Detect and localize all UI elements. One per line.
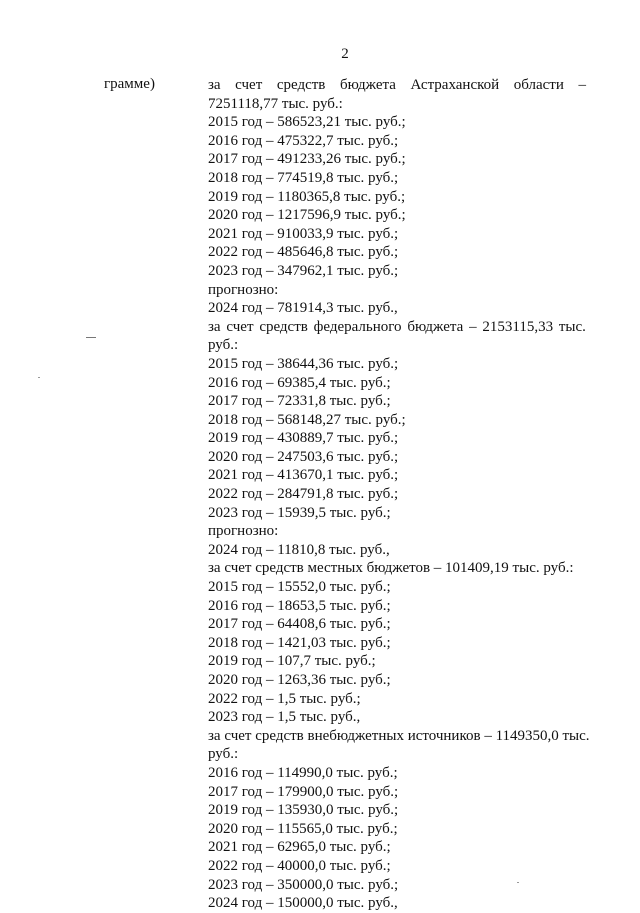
regional-year-line: 2016 год – 475322,7 тыс. руб.; — [208, 132, 399, 149]
federal-year-line: 2020 год – 247503,6 тыс. руб.; — [208, 448, 399, 465]
regional-year-line: 2023 год – 347962,1 тыс. руб.; — [208, 262, 399, 279]
regional-year-line: 2022 год – 485646,8 тыс. руб.; — [208, 244, 399, 261]
regional-year-line: 2021 год – 910033,9 тыс. руб.; — [208, 225, 399, 242]
regional-budget-total: 7251118,77 тыс. руб.: — [208, 95, 343, 112]
heading-word: бюджета — [339, 77, 396, 93]
scan-speck — [38, 377, 40, 378]
local-year-line: 2022 год – 1,5 тыс. руб.; — [208, 690, 361, 707]
extrabudget-year-line: 2022 год – 40000,0 тыс. руб.; — [208, 857, 391, 874]
heading-word: средств — [276, 77, 326, 93]
local-year-line: 2015 год – 15552,0 тыс. руб.; — [208, 579, 391, 596]
federal-budget-heading — [208, 318, 586, 337]
extrabudget-year-line: 2021 год – 62965,0 тыс. руб.; — [208, 839, 391, 856]
heading-word: – — [578, 77, 586, 93]
federal-year-line: 2021 год – 413670,1 тыс. руб.; — [208, 467, 399, 484]
federal-forecast-label: прогнозно: — [208, 523, 279, 540]
federal-year-line: 2019 год – 430889,7 тыс. руб.; — [208, 430, 399, 447]
heading-word: Астраханской — [410, 77, 500, 93]
federal-year-line: 2015 год – 38644,36 тыс. руб.; — [208, 355, 399, 372]
regional-year-line: 2018 год – 774519,8 тыс. руб.; — [208, 169, 399, 186]
extrabudget-year-line: 2019 год – 135930,0 тыс. руб.; — [208, 802, 399, 819]
extrabudget-heading: за счет средств внебюджетных источников – 1149350,0 тыс. — [208, 727, 590, 744]
regional-year-line: 2020 год – 1217596,9 тыс. руб.; — [208, 207, 406, 224]
heading-word: федерального — [313, 318, 402, 335]
local-year-line: 2016 год – 18653,5 тыс. руб.; — [208, 597, 391, 614]
heading-word: бюджета — [407, 318, 464, 335]
local-year-line: 2020 год – 1263,36 тыс. руб.; — [208, 672, 391, 688]
federal-forecast-line: 2024 год – 11810,8 тыс. руб., — [208, 541, 390, 558]
extrabudget-year-line: 2024 год – 150000,0 тыс. руб., — [208, 895, 398, 912]
regional-forecast-line: 2024 год – 781914,3 тыс. руб., — [208, 300, 398, 317]
heading-word: – — [469, 318, 477, 335]
extrabudget-year-line: 2023 год – 350000,0 тыс. руб.; — [208, 876, 399, 893]
regional-year-line: 2017 год – 491233,26 тыс. руб.; — [208, 151, 406, 168]
left-column-label: грамме) — [104, 76, 155, 92]
heading-word: 2153115,33 — [482, 318, 554, 335]
federal-year-line: 2017 год – 72331,8 тыс. руб.; — [208, 393, 391, 410]
local-budget-heading: за счет средств местных бюджетов – 101409,19 тыс. руб.: — [208, 560, 574, 577]
federal-year-line: 2018 год – 568148,27 тыс. руб.; — [208, 411, 406, 428]
heading-word: за — [208, 77, 221, 93]
regional-forecast-label: прогнозно: — [208, 281, 279, 298]
scan-mark-dash — [86, 337, 96, 338]
regional-year-line: 2019 год – 1180365,8 тыс. руб.; — [208, 188, 406, 205]
federal-year-line: 2022 год – 284791,8 тыс. руб.; — [208, 486, 399, 503]
heading-word: тыс. — [558, 318, 586, 335]
extrabudget-year-line: 2017 год – 179900,0 тыс. руб.; — [208, 783, 399, 800]
heading-word: за — [208, 318, 221, 335]
regional-budget-heading — [208, 76, 586, 95]
local-year-line: 2017 год – 64408,6 тыс. руб.; — [208, 616, 391, 633]
regional-year-line: 2015 год – 586523,21 тыс. руб.; — [208, 114, 406, 131]
federal-year-line: 2023 год – 15939,5 тыс. руб.; — [208, 504, 391, 521]
federal-year-line: 2016 год – 69385,4 тыс. руб.; — [208, 374, 391, 391]
federal-budget-heading-cont: руб.: — [208, 337, 239, 354]
extrabudget-heading-cont: руб.: — [208, 746, 239, 763]
heading-word: области — [513, 77, 564, 93]
page-number: 2 — [341, 46, 349, 62]
local-year-line: 2018 год – 1421,03 тыс. руб.; — [208, 634, 391, 651]
extrabudget-year-line: 2020 год – 115565,0 тыс. руб.; — [208, 820, 398, 837]
extrabudget-year-line: 2016 год – 114990,0 тыс. руб.; — [208, 764, 398, 781]
heading-word: средств — [259, 318, 308, 335]
local-year-line: 2019 год – 107,7 тыс. руб.; — [208, 653, 376, 670]
local-year-line: 2023 год – 1,5 тыс. руб., — [208, 709, 361, 726]
funding-text — [208, 76, 590, 913]
heading-word: счет — [235, 77, 263, 93]
heading-word: счет — [226, 318, 254, 335]
